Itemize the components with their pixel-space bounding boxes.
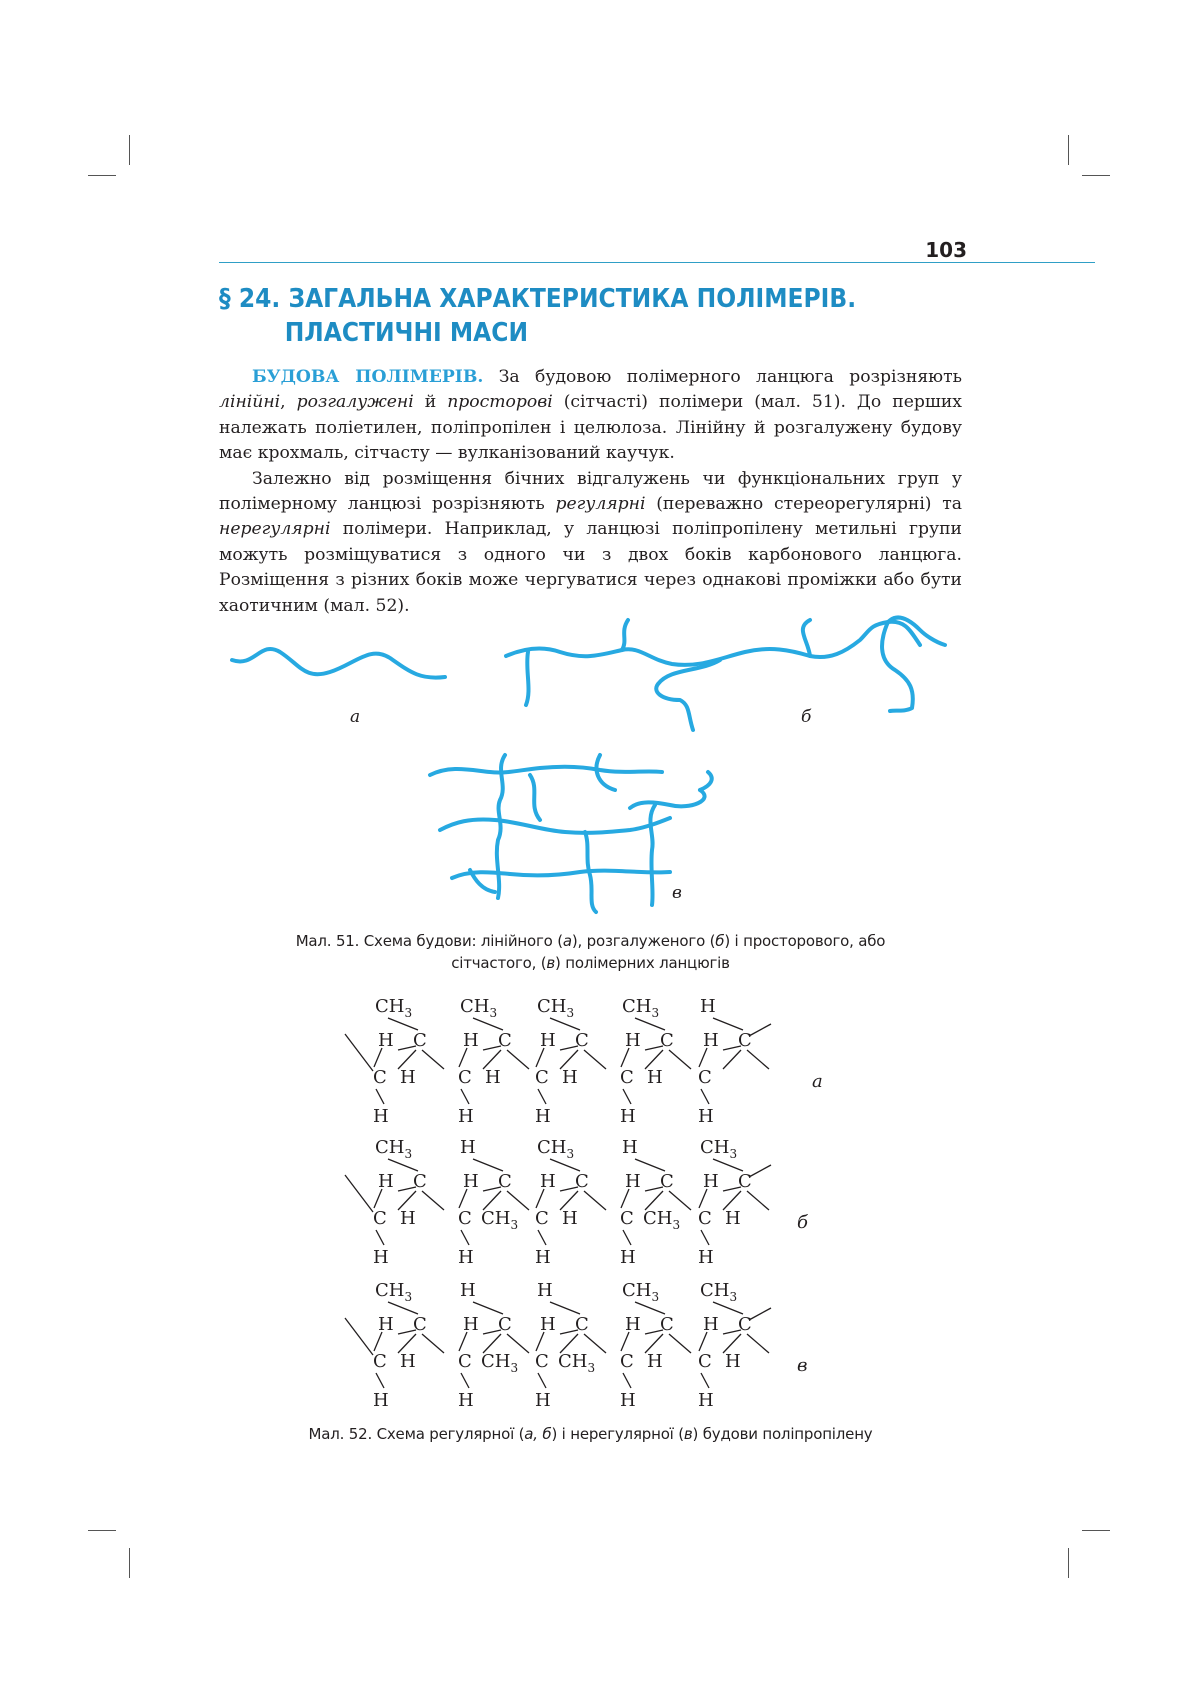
section-title-line-2: ПЛАСТИЧНІ МАСИ	[284, 318, 529, 348]
top-group: H	[460, 1137, 476, 1158]
bond	[550, 1018, 580, 1030]
bond	[669, 1334, 691, 1353]
side-group: H	[562, 1067, 578, 1088]
carbon-atom: C	[535, 1067, 549, 1088]
carbon-atom: C	[660, 1314, 674, 1335]
hydrogen-atom: H	[535, 1106, 551, 1127]
top-group: $CH_3$	[375, 996, 413, 1020]
bond	[635, 1302, 665, 1314]
bond	[461, 1089, 469, 1104]
hydrogen-atom: H	[625, 1171, 641, 1192]
hydrogen-atom: H	[535, 1247, 551, 1268]
hydrogen-atom: H	[458, 1106, 474, 1127]
bond	[701, 1089, 709, 1104]
text-run: (переважно стереорегулярні) та	[645, 494, 963, 515]
bond	[584, 1050, 606, 1069]
top-group: $CH_3$	[537, 1137, 575, 1161]
caption-emphasis: в	[683, 1425, 693, 1443]
bond	[747, 1191, 769, 1210]
bond	[623, 1089, 631, 1104]
bond	[701, 1230, 709, 1245]
hydrogen-atom: H	[463, 1314, 479, 1335]
side-group: H	[400, 1208, 416, 1229]
hydrogen-atom: H	[620, 1247, 636, 1268]
top-group: $CH_3$	[460, 996, 498, 1020]
side-group: $CH_3$	[481, 1208, 519, 1232]
carbon-atom: C	[738, 1030, 752, 1051]
caption-emphasis: в	[546, 954, 556, 972]
carbon-atom: C	[413, 1030, 427, 1051]
text-run: Залежно від розміщення бічних відгалужень чи функціональних груп у полімерному ланцюзі розрізняють	[219, 468, 962, 515]
emphasis: нерегулярні	[219, 519, 331, 540]
bond	[473, 1018, 503, 1030]
hydrogen-atom: H	[378, 1171, 394, 1192]
hydrogen-atom: H	[458, 1247, 474, 1268]
emphasis: регулярні	[555, 494, 646, 515]
bond	[584, 1191, 606, 1210]
figure-51-label-b: б	[801, 707, 812, 727]
bond	[461, 1373, 469, 1388]
hydrogen-atom: H	[625, 1314, 641, 1335]
bond	[550, 1302, 580, 1314]
page-number: 103	[925, 238, 967, 262]
carbon-atom: C	[373, 1208, 387, 1229]
top-group: $CH_3$	[622, 996, 660, 1020]
bond	[376, 1373, 384, 1388]
bond	[749, 1308, 771, 1320]
side-group: $CH_3$	[558, 1351, 596, 1375]
carbon-atom: C	[458, 1208, 472, 1229]
top-group: $CH_3$	[700, 1137, 738, 1161]
hydrogen-atom: H	[535, 1390, 551, 1411]
top-group: H	[537, 1280, 553, 1301]
side-group: $CH_3$	[643, 1208, 681, 1232]
bond	[345, 1318, 373, 1355]
top-group: $CH_3$	[537, 996, 575, 1020]
carbon-atom: C	[413, 1171, 427, 1192]
side-group: H	[562, 1208, 578, 1229]
bond	[376, 1230, 384, 1245]
hydrogen-atom: H	[540, 1030, 556, 1051]
carbon-atom: C	[698, 1351, 712, 1372]
figure-51-label-a: а	[350, 707, 361, 727]
bond	[345, 1175, 373, 1212]
bond	[422, 1050, 444, 1069]
bond	[747, 1050, 769, 1069]
figure-52-row-label: в	[797, 1355, 808, 1376]
bond	[538, 1089, 546, 1104]
text-run: (сітчасті) полімери (мал. 51). До перших належать поліетилен, поліпропілен і целюлоза. Лінійну й розгалужену будову має крохмаль, сітчасту — вулканізований каучук.	[219, 392, 963, 464]
hydrogen-atom: H	[703, 1030, 719, 1051]
emphasis: лінійні	[219, 392, 281, 413]
figure-52-caption	[219, 1423, 962, 1445]
caption-text: ), розгалуженого (	[571, 932, 716, 950]
bond	[422, 1191, 444, 1210]
top-group: $CH_3$	[622, 1280, 660, 1304]
hydrogen-atom: H	[698, 1390, 714, 1411]
text-run: й	[413, 392, 448, 413]
hydrogen-atom: H	[373, 1247, 389, 1268]
caption-text: ) і просторового, або	[724, 932, 886, 950]
hydrogen-atom: H	[703, 1171, 719, 1192]
bond	[713, 1159, 743, 1171]
carbon-atom: C	[373, 1067, 387, 1088]
bond	[388, 1302, 418, 1314]
bond	[749, 1024, 771, 1036]
figure-52-row-label: а	[812, 1071, 823, 1092]
carbon-atom: C	[575, 1030, 589, 1051]
emphasis: просторові	[447, 392, 553, 413]
carbon-atom: C	[738, 1314, 752, 1335]
bond	[507, 1050, 529, 1069]
hydrogen-atom: H	[378, 1314, 394, 1335]
side-group: $CH_3$	[481, 1351, 519, 1375]
carbon-atom: C	[413, 1314, 427, 1335]
hydrogen-atom: H	[463, 1171, 479, 1192]
bond	[550, 1159, 580, 1171]
text-run: полімери. Наприклад, у ланцюзі поліпропілену метильні групи можуть розміщуватися з одного чи з двох боків карбонового ланцюга. Розміщення з різних боків може чергуватися через однакові проміжки або бути хаотичним (мал. 52).	[219, 519, 962, 616]
figure-52-row-label: б	[797, 1212, 808, 1233]
bond	[635, 1018, 665, 1030]
top-group: $CH_3$	[375, 1280, 413, 1304]
bond	[538, 1230, 546, 1245]
text-run: За будовою полімерного ланцюга розрізняють	[483, 367, 962, 387]
hydrogen-atom: H	[540, 1314, 556, 1335]
top-group: H	[622, 1137, 638, 1158]
caption-text: ) будови поліпропілену	[692, 1425, 873, 1443]
side-group: H	[400, 1351, 416, 1372]
bond	[749, 1165, 771, 1177]
caption-text: Мал. 51. Схема будови: лінійного (	[295, 932, 563, 950]
hydrogen-atom: H	[698, 1106, 714, 1127]
carbon-atom: C	[498, 1171, 512, 1192]
caption-text: Мал. 52. Схема регулярної (	[308, 1425, 525, 1443]
carbon-atom: C	[620, 1351, 634, 1372]
bond	[538, 1373, 546, 1388]
text-run: ,	[280, 392, 297, 413]
section-title-line-1: § 24. ЗАГАЛЬНА ХАРАКТЕРИСТИКА ПОЛІМЕРІВ.	[219, 284, 857, 314]
bond	[461, 1230, 469, 1245]
bond	[623, 1230, 631, 1245]
caption-emphasis: а	[562, 932, 572, 950]
side-group: H	[725, 1208, 741, 1229]
caption-text: сітчастого, (	[451, 954, 547, 972]
top-group: H	[460, 1280, 476, 1301]
hydrogen-atom: H	[378, 1030, 394, 1051]
caption-emphasis: а, б	[524, 1425, 552, 1443]
side-group: H	[485, 1067, 501, 1088]
hydrogen-atom: H	[698, 1247, 714, 1268]
bond	[473, 1159, 503, 1171]
figure-51-label-c: в	[672, 883, 682, 903]
caption-text: ) і нерегулярної (	[551, 1425, 684, 1443]
carbon-atom: C	[498, 1030, 512, 1051]
hydrogen-atom: H	[463, 1030, 479, 1051]
carbon-atom: C	[660, 1171, 674, 1192]
hydrogen-atom: H	[620, 1390, 636, 1411]
caption-emphasis: б	[715, 932, 725, 950]
side-group: H	[725, 1351, 741, 1372]
carbon-atom: C	[698, 1067, 712, 1088]
top-group: $CH_3$	[700, 1280, 738, 1304]
carbon-atom: C	[738, 1171, 752, 1192]
carbon-atom: C	[535, 1208, 549, 1229]
bond	[422, 1334, 444, 1353]
carbon-atom: C	[535, 1351, 549, 1372]
bond	[345, 1034, 373, 1071]
top-group: $CH_3$	[375, 1137, 413, 1161]
bond	[623, 1373, 631, 1388]
side-group: H	[647, 1351, 663, 1372]
caption-text: ) полімерних ланцюгів	[555, 954, 730, 972]
side-group: H	[647, 1067, 663, 1088]
hydrogen-atom: H	[625, 1030, 641, 1051]
bond	[388, 1018, 418, 1030]
bond	[669, 1050, 691, 1069]
side-group: H	[400, 1067, 416, 1088]
hydrogen-atom: H	[458, 1390, 474, 1411]
bond	[701, 1373, 709, 1388]
carbon-atom: C	[458, 1351, 472, 1372]
top-group: H	[700, 996, 716, 1017]
bond	[376, 1089, 384, 1104]
hydrogen-atom: H	[373, 1106, 389, 1127]
carbon-atom: C	[575, 1171, 589, 1192]
emphasis: розгалужені	[296, 392, 414, 413]
hydrogen-atom: H	[620, 1106, 636, 1127]
bond	[635, 1159, 665, 1171]
hydrogen-atom: H	[703, 1314, 719, 1335]
carbon-atom: C	[575, 1314, 589, 1335]
bond	[388, 1159, 418, 1171]
bond	[713, 1018, 743, 1030]
hydrogen-atom: H	[373, 1390, 389, 1411]
bond	[473, 1302, 503, 1314]
carbon-atom: C	[620, 1208, 634, 1229]
lead-in-heading: БУДОВА ПОЛІМЕРІВ.	[252, 367, 484, 387]
carbon-atom: C	[498, 1314, 512, 1335]
carbon-atom: C	[698, 1208, 712, 1229]
bond	[747, 1334, 769, 1353]
bond	[723, 1050, 741, 1069]
hydrogen-atom: H	[540, 1171, 556, 1192]
carbon-atom: C	[660, 1030, 674, 1051]
carbon-atom: C	[620, 1067, 634, 1088]
bond	[713, 1302, 743, 1314]
carbon-atom: C	[373, 1351, 387, 1372]
carbon-atom: C	[458, 1067, 472, 1088]
